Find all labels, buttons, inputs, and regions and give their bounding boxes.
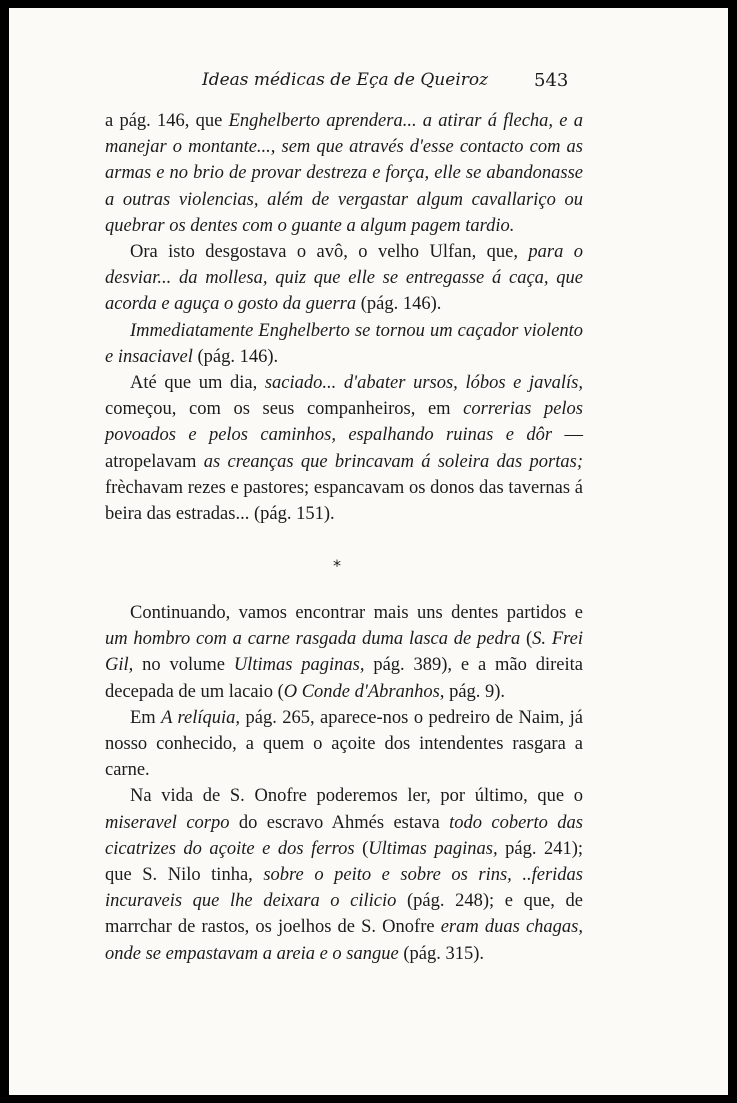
paragraph [105,318,583,370]
paragraph [105,239,583,318]
section-separator: * [333,556,341,575]
text-run: (pág. 315). [398,943,485,964]
italic-run: saciado... d'abater ursos, lóbos e javalís, [264,373,583,394]
text-run: pág. 241); que S. Nilo tinha, [105,838,584,886]
italic-run: todo coberto das cicatrizes do açoite e dos ferros [105,812,583,859]
italic-run: sobre o peito e sobre os rins, ..feridas incuraveis que lhe deixara o cilicio [105,865,583,912]
paragraph [105,705,583,784]
italic-run: miseravel corpo [105,812,230,833]
book-page [9,8,728,1095]
running-title: Ideas médicas de Eça de Queiroz [202,70,489,90]
text-run: pág. 265, aparece-nos o pedreiro de Naim, já nosso conhecido, a quem o açoite dos intendentes rasgara a carne. [105,707,583,781]
italic-run: O Conde d'Abranhos, [283,681,445,702]
text-run: ( [520,629,533,650]
text-run: pág. 9). [444,681,506,702]
paragraph [105,370,583,527]
italic-run: Enghelberto aprendera... a atirar á flecha, e a manejar o montante..., sem que através d'esse contacto com as armas e no brio de provar destreza e força, elle se abandonasse a outras violencias, além de vergastar algum cavallariço ou quebrar os dentes com o guante a algum pagem tardio. [105,111,583,236]
text-run: pág. 389), e a mão direita decepada de um lacaio ( [105,655,583,702]
text-run: — atropelavam [105,425,584,472]
italic-run: A relíquia, [161,707,241,728]
text-run: do escravo Ahmés estava [229,812,450,833]
italic-run: Ultimas paginas, [233,655,365,676]
page-number: 543 [534,70,569,91]
text-run: ( [354,838,369,859]
text-run: Continuando, vamos encontrar mais uns dentes partidos e [130,603,583,623]
running-header [9,70,728,96]
text-run: Ora isto desgostava o avô, o velho Ulfan, que, [130,242,529,263]
text-run: frèchavam rezes e pastores; espancavam os donos das tavernas á beira das estradas... (pág. 151). [105,477,583,525]
text-run: (pág. 146). [356,294,442,315]
paragraph [105,108,583,239]
text-run: (pág. 248); e que, de marrchar de rastos, os joelhos de S. Onofre [105,891,583,938]
paragraph [105,600,583,705]
text-run: (pág. 146). [192,346,279,367]
italic-run: eram duas chagas, onde se empastavam a areia e o sangue [105,917,583,964]
body-text-section-2 [105,600,583,967]
body-text-section-1 [105,108,583,527]
text-run: Na vida de S. Onofre poderemos ler, por último, que o [130,786,583,807]
italic-run: para o desviar... da mollesa, quiz que elle se entregasse á caça, que acorda e aguça o gosto da guerra [105,242,584,315]
italic-run: um hombro com a carne rasgada duma lasca de pedra [105,629,521,650]
italic-run: S. Frei Gil, [105,629,583,676]
text-run: começou, com os seus companheiros, em [105,399,464,420]
paragraph [105,783,583,966]
italic-run: as creanças que brincavam á soleira das portas; [203,451,583,472]
text-run: Até que um dia, [130,373,265,394]
italic-run: correrias pelos povoados e pelos caminhos, espalhando ruinas e dôr [105,399,583,446]
italic-run: Ultimas paginas, [368,838,498,859]
italic-run: Immediatamente Enghelberto se tornou um caçador violento e insaciavel [105,320,583,367]
text-run: Em [130,707,162,728]
text-run: no volume [133,655,234,676]
text-run: a pág. 146, que [105,111,229,131]
